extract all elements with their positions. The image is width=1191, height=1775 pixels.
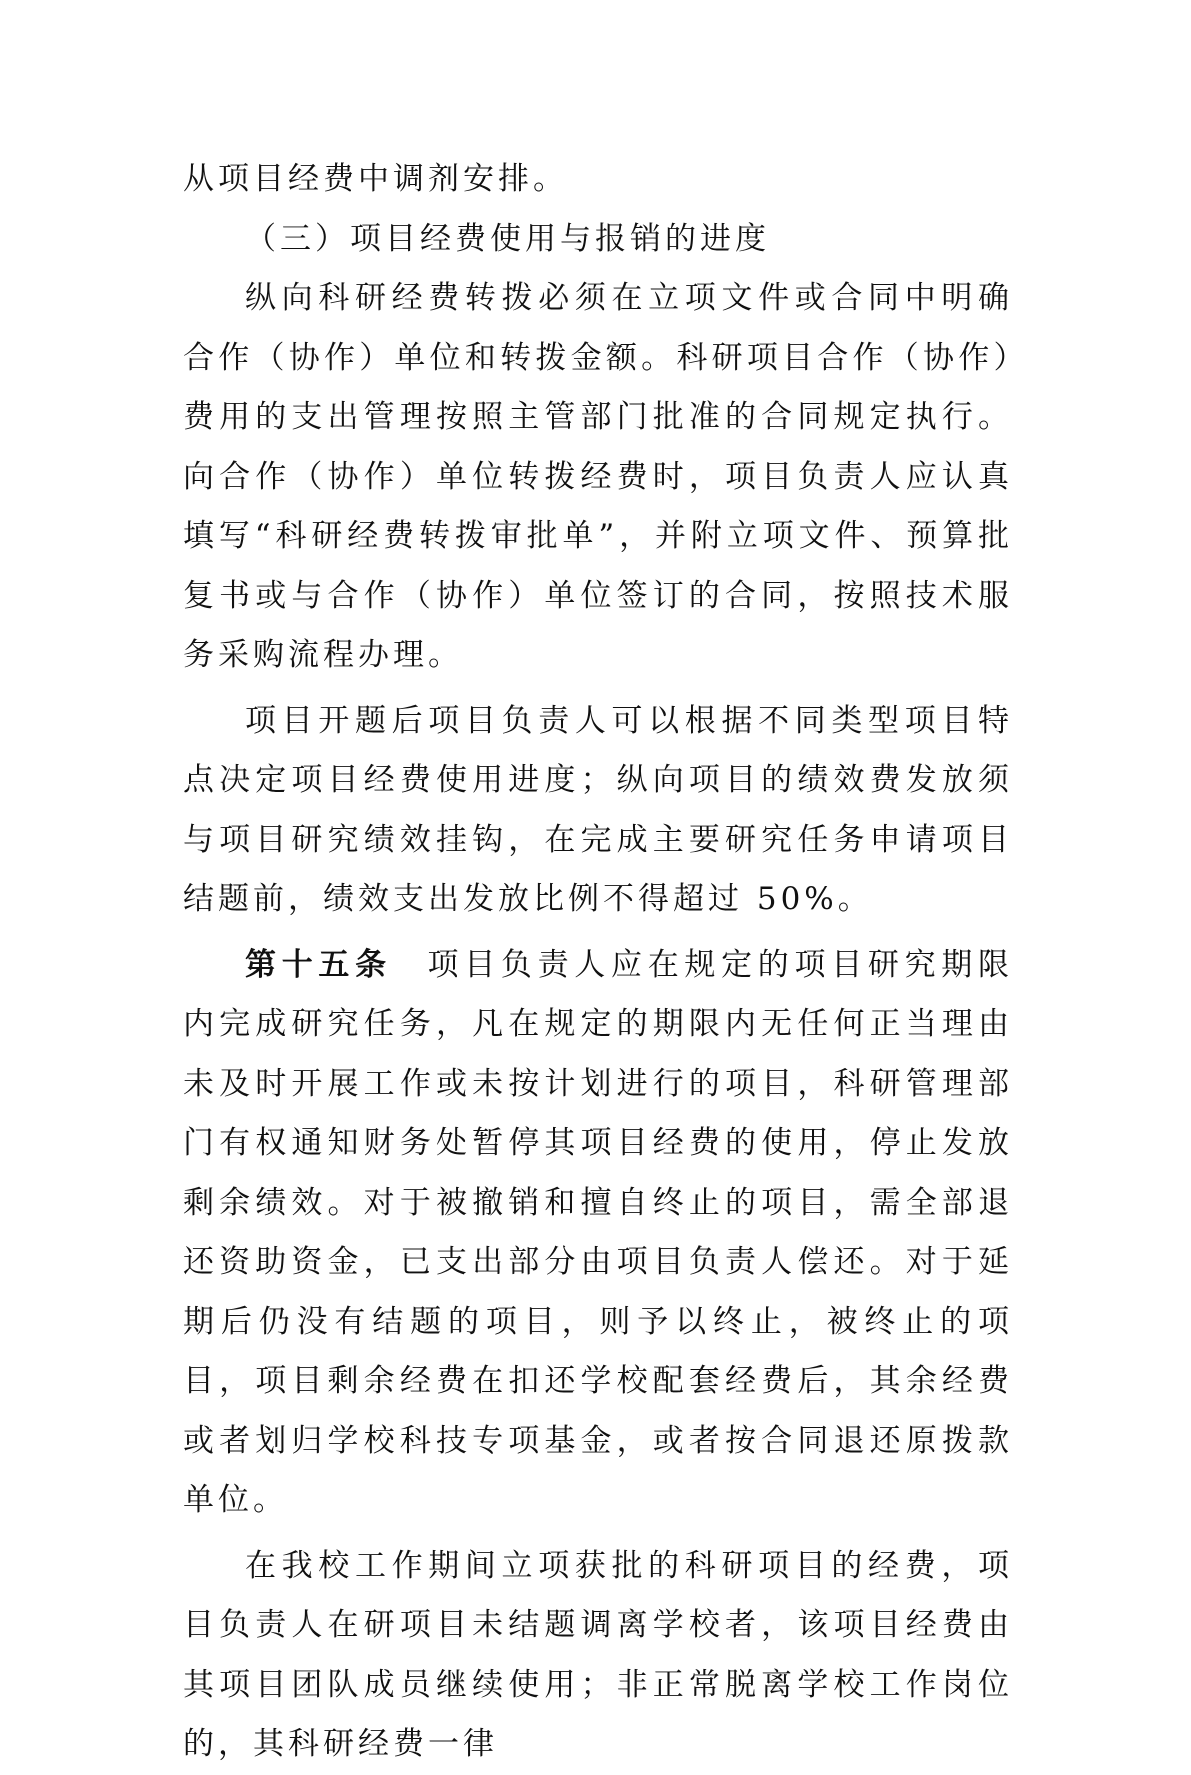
document-body: [183, 150, 1013, 1775]
paragraph-transfer-leave: 在我校工作期间立项获批的科研项目的经费，项目负责人在研项目未结题调离学校者，该项目经费由其项目团队成员继续使用；非正常脱离学校工作岗位的，其科研经费一律: [183, 1547, 1013, 1762]
article-15-body: 项目负责人应在规定的项目研究期限内完成研究任务，凡在规定的期限内无任何正当理由未及时开展工作或未按计划进行的项目，科研管理部门有权通知财务处暂停其项目经费的使用，停止发放剩余绩效。对于被撤销和擅自终止的项目，需全部退还资助资金，已支出部分由项目负责人偿还。对于延期后仍没有结题的项目，则予以终止，被终止的项目，项目剩余经费在扣还学校配套经费后，其余经费或者划归学校科技专项基金，或者按合同退还原拨款单位。: [183, 946, 1014, 1518]
section-heading-3: （三）项目经费使用与报销的进度: [245, 220, 770, 257]
paragraph-fund-progress: 项目开题后项目负责人可以根据不同类型项目特点决定项目经费使用进度；纵向项目的绩效费发放须与项目研究绩效挂钩，在完成主要研究任务申请项目结题前，绩效支出发放比例不得超过 50%。: [183, 702, 1013, 917]
paragraph-continuation: 从项目经费中调剂安排。: [183, 161, 568, 197]
paragraph-fund-transfer: 纵向科研经费转拨必须在立项文件或合同中明确合作（协作）单位和转拨金额。科研项目合作（协作）费用的支出管理按照主管部门批准的合同规定执行。向合作（协作）单位转拨经费时，项目负责人应认真填写“科研经费转拨审批单”，并附立项文件、预算批复书或与合作（协作）单位签订的合同，按照技术服务采购流程办理。: [183, 280, 1013, 673]
article-15-title: 第十五条: [245, 946, 392, 983]
article-15: [183, 936, 1013, 1531]
